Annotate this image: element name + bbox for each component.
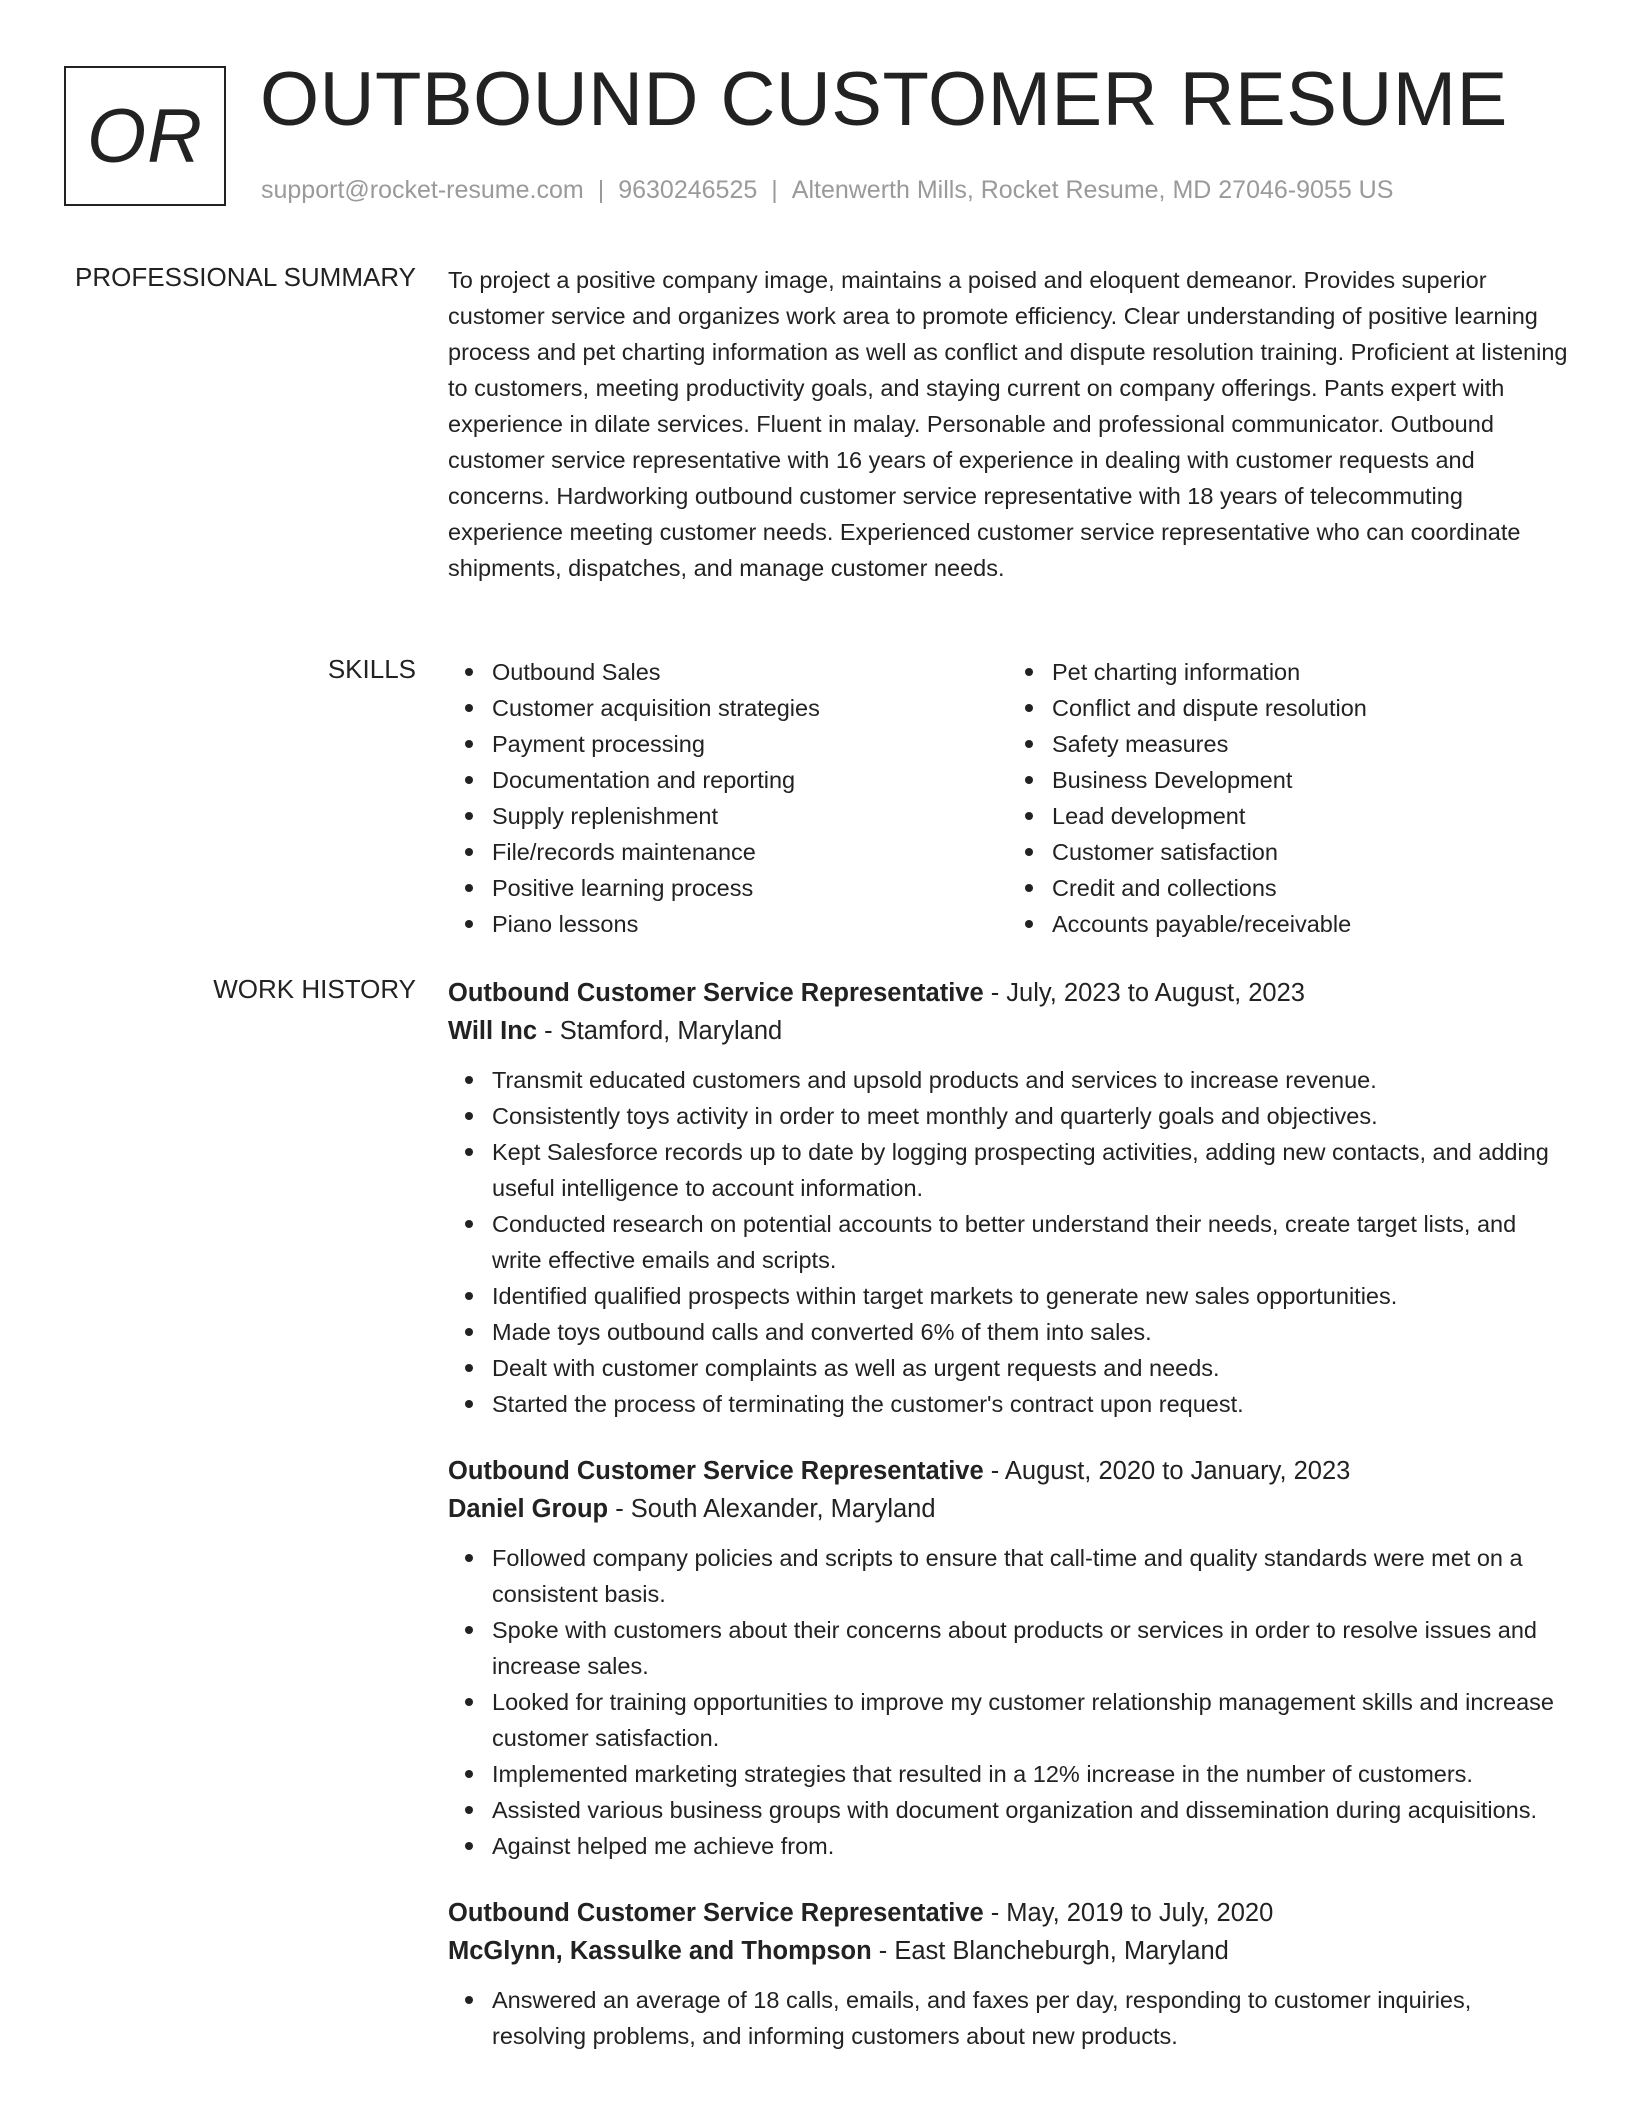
skill-item: File/records maintenance xyxy=(492,834,1008,870)
job-position: Outbound Customer Service Representative xyxy=(448,1457,984,1485)
job-title-line xyxy=(448,1894,1568,1932)
work-history-body xyxy=(448,974,1568,2084)
job-location: - Stamford, Maryland xyxy=(537,1017,783,1045)
skill-item: Documentation and reporting xyxy=(492,762,1008,798)
job-location: - South Alexander, Maryland xyxy=(608,1495,936,1523)
resume-title: OUTBOUND CUSTOMER RESUME xyxy=(260,57,1508,142)
job-bullet: Consistently toys activity in order to meet monthly and quarterly goals and objectives. xyxy=(492,1098,1568,1134)
job-bullet: Transmit educated customers and upsold products and services to increase revenue. xyxy=(492,1062,1568,1098)
skill-item: Safety measures xyxy=(1052,726,1568,762)
skill-item: Business Development xyxy=(1052,762,1568,798)
skill-item: Credit and collections xyxy=(1052,870,1568,906)
skill-item: Outbound Sales xyxy=(492,654,1008,690)
job-bullet: Made toys outbound calls and converted 6% of them into sales. xyxy=(492,1314,1568,1350)
skill-item: Customer satisfaction xyxy=(1052,834,1568,870)
skill-item: Lead development xyxy=(1052,798,1568,834)
job-bullet: Kept Salesforce records up to date by logging prospecting activities, adding new contacts, and adding useful intelligence to account information. xyxy=(492,1134,1568,1206)
job-bullet: Identified qualified prospects within target markets to generate new sales opportunities. xyxy=(492,1278,1568,1314)
job-entry xyxy=(448,1894,1568,2054)
job-bullets xyxy=(448,1982,1568,2054)
job-bullet: Spoke with customers about their concerns about products or services in order to resolve issues and increase sales. xyxy=(492,1612,1568,1684)
work-history-heading: WORK HISTORY xyxy=(213,974,416,1004)
job-bullet: Followed company policies and scripts to ensure that call-time and quality standards were met on a consistent basis. xyxy=(492,1540,1568,1612)
skill-item: Conflict and dispute resolution xyxy=(1052,690,1568,726)
job-bullet: Against helped me achieve from. xyxy=(492,1828,1568,1864)
job-title-line xyxy=(448,974,1568,1012)
job-company-line xyxy=(448,1932,1568,1970)
job-bullet: Dealt with customer complaints as well as urgent requests and needs. xyxy=(492,1350,1568,1386)
skills-list-right xyxy=(1008,654,1568,942)
job-company: McGlynn, Kassulke and Thompson xyxy=(448,1937,872,1965)
contact-separator: | xyxy=(771,176,778,204)
summary-heading: PROFESSIONAL SUMMARY xyxy=(75,262,416,292)
skills-list-left xyxy=(448,654,1008,942)
skills-heading: SKILLS xyxy=(327,654,416,684)
job-company: Will Inc xyxy=(448,1017,538,1045)
job-position: Outbound Customer Service Representative xyxy=(448,979,984,1007)
skill-item: Customer acquisition strategies xyxy=(492,690,1008,726)
contact-line xyxy=(261,176,1393,205)
skill-item: Payment processing xyxy=(492,726,1008,762)
job-bullets xyxy=(448,1062,1568,1422)
contact-address: Altenwerth Mills, Rocket Resume, MD 27046-9055 US xyxy=(791,176,1394,204)
summary-body xyxy=(448,262,1568,586)
job-dates: - May, 2019 to July, 2020 xyxy=(983,1899,1274,1927)
contact-separator: | xyxy=(597,176,605,204)
job-bullet: Conducted research on potential accounts to better understand their needs, create target lists, and write effective emails and scripts. xyxy=(492,1206,1568,1278)
job-position: Outbound Customer Service Representative xyxy=(448,1899,984,1927)
contact-phone: 9630246525 xyxy=(618,176,758,204)
job-entry xyxy=(448,1452,1568,1864)
skill-item: Supply replenishment xyxy=(492,798,1008,834)
job-bullet: Looked for training opportunities to improve my customer relationship management skills and increase customer satisfaction. xyxy=(492,1684,1568,1756)
job-dates: - July, 2023 to August, 2023 xyxy=(983,979,1305,1007)
job-company-line xyxy=(448,1012,1568,1050)
contact-email[interactable]: support@rocket-resume.com xyxy=(261,176,584,204)
monogram-logo: OR xyxy=(64,66,226,206)
job-bullets xyxy=(448,1540,1568,1864)
job-bullet: Assisted various business groups with document organization and dissemination during acquisitions. xyxy=(492,1792,1568,1828)
skills-body xyxy=(448,654,1568,942)
job-dates: - August, 2020 to January, 2023 xyxy=(983,1457,1351,1485)
job-bullet: Started the process of terminating the customer's contract upon request. xyxy=(492,1386,1568,1422)
summary-text: To project a positive company image, maintains a poised and eloquent demeanor. Provides superior customer service and organizes work area to promote efficiency. Clear understanding of positive learning process and pet charting information as well as conflict and dispute resolution training. Proficient at listening to customers, meeting productivity goals, and staying current on company offerings. Pants expert with experience in dilate services. Fluent in malay. Personable and professional communicator. Outbound customer service representative with 16 years of experience in dealing with customer requests and concerns. Hardworking outbound customer service representative with 18 years of telecommuting experience meeting customer needs. Experienced customer service representative who can coordinate shipments, dispatches, and manage customer needs. xyxy=(448,267,1568,581)
job-company: Daniel Group xyxy=(448,1495,609,1523)
job-entry xyxy=(448,974,1568,1422)
skill-item: Positive learning process xyxy=(492,870,1008,906)
job-location: - East Blancheburgh, Maryland xyxy=(871,1937,1229,1965)
job-bullet: Implemented marketing strategies that resulted in a 12% increase in the number of customers. xyxy=(492,1756,1568,1792)
skill-item: Accounts payable/receivable xyxy=(1052,906,1568,942)
skill-item: Piano lessons xyxy=(492,906,1008,942)
job-title-line xyxy=(448,1452,1568,1490)
job-company-line xyxy=(448,1490,1568,1528)
job-bullet: Answered an average of 18 calls, emails, and faxes per day, responding to customer inquiries, resolving problems, and informing customers about new products. xyxy=(492,1982,1568,2054)
skill-item: Pet charting information xyxy=(1052,654,1568,690)
